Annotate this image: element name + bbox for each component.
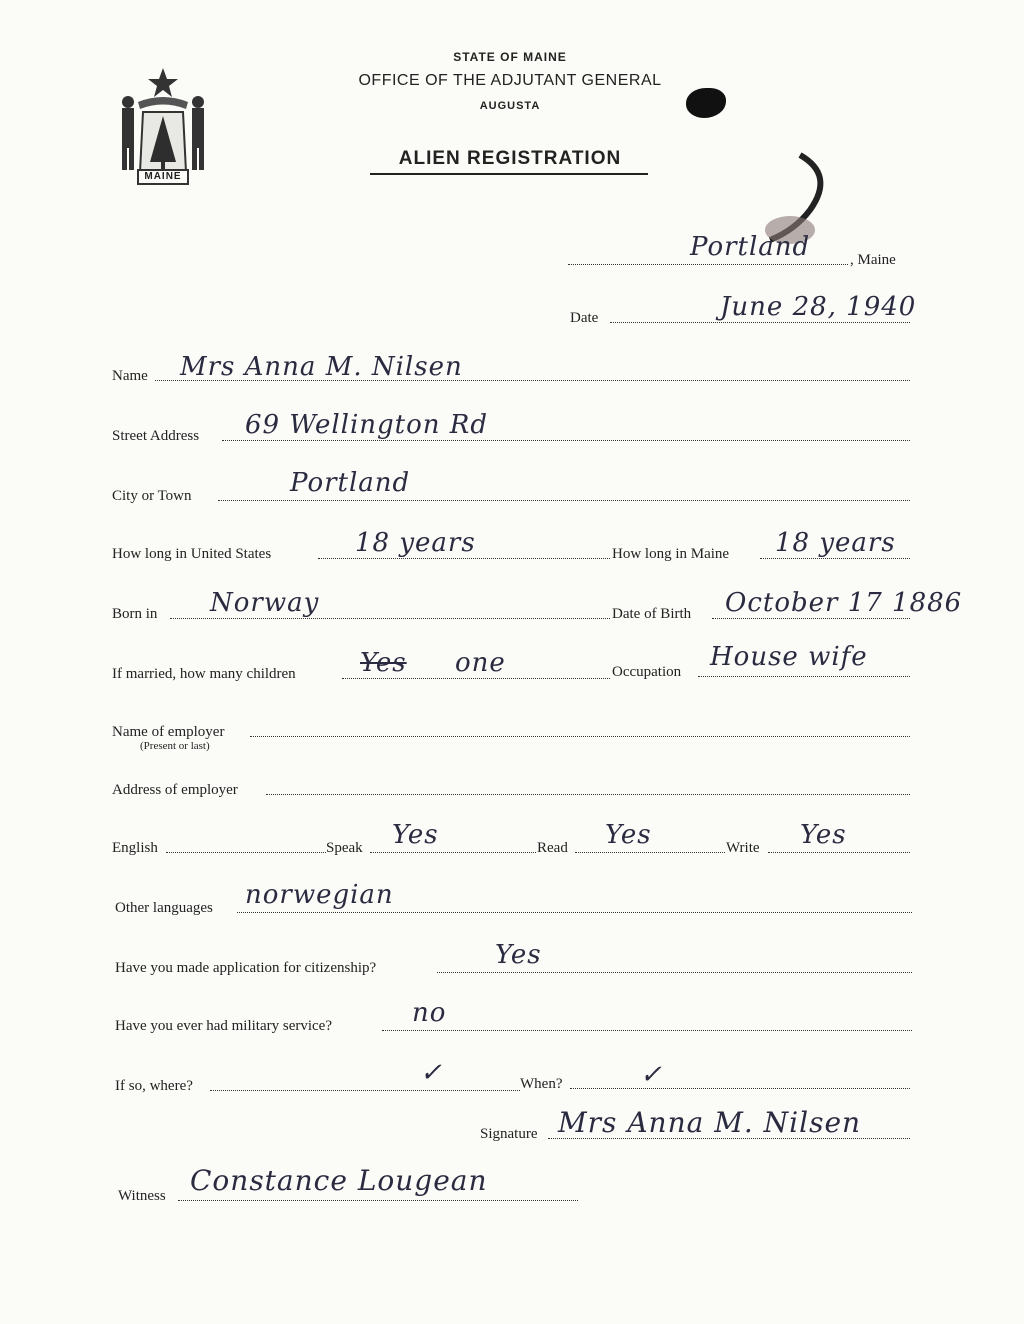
how-long-us-value: 18 years: [355, 528, 476, 558]
where-label: If so, where?: [115, 1078, 193, 1094]
witness-line: [178, 1200, 578, 1201]
born-in-value: Norway: [210, 588, 320, 618]
military-value: no: [412, 998, 447, 1028]
employer-name-label: Name of employer: [112, 724, 225, 740]
city-label: City or Town: [112, 488, 192, 504]
occupation-label: Occupation: [612, 664, 682, 680]
read-line: [575, 852, 725, 853]
city-line: [218, 500, 910, 501]
street-address-line: [222, 440, 910, 441]
when-value: ✓: [640, 1060, 663, 1090]
employer-address-label: Address of employer: [112, 782, 238, 798]
english-label: English: [112, 840, 158, 856]
street-address-value: 69 Wellington Rd: [245, 410, 489, 440]
read-label: Read: [537, 840, 568, 856]
city-value: Portland: [290, 468, 411, 498]
employer-name-sublabel: (Present or last): [140, 740, 210, 752]
how-long-maine-line: [760, 558, 910, 559]
occupation-line: [698, 676, 910, 677]
write-label: Write: [726, 840, 760, 856]
how-long-maine-value: 18 years: [775, 528, 896, 558]
write-line: [768, 852, 910, 853]
occupation-value: House wife: [710, 642, 868, 672]
military-label: Have you ever had military service?: [115, 1018, 332, 1034]
how-long-us-line: [318, 558, 610, 559]
name-value: Mrs Anna M. Nilsen: [180, 352, 463, 382]
speak-value: Yes: [392, 820, 439, 850]
read-value: Yes: [605, 820, 652, 850]
dob-line: [712, 618, 910, 619]
when-label: When?: [520, 1076, 563, 1092]
speak-label: Speak: [326, 840, 363, 856]
place-line: [568, 264, 848, 265]
signature-label: Signature: [480, 1126, 538, 1142]
dob-label: Date of Birth: [612, 606, 692, 622]
page-title: ALIEN REGISTRATION: [398, 148, 622, 169]
office-heading: OFFICE OF THE ADJUTANT GENERAL: [358, 72, 662, 89]
date-value: June 28, 1940: [720, 292, 917, 322]
state-heading: STATE OF MAINE: [453, 50, 567, 64]
citizenship-label: Have you made application for citizenship?: [115, 960, 377, 976]
write-value: Yes: [800, 820, 847, 850]
other-languages-line: [237, 912, 912, 913]
other-languages-label: Other languages: [115, 900, 213, 916]
witness-value: Constance Lougean: [190, 1164, 488, 1197]
dob-value: October 17 1886: [725, 588, 963, 618]
place-value: Portland: [690, 232, 811, 262]
born-in-label: Born in: [112, 606, 158, 622]
children-struck-value: Yes: [360, 648, 407, 678]
employer-address-line: [266, 794, 910, 795]
citizenship-value: Yes: [495, 940, 542, 970]
speak-line: [370, 852, 536, 853]
title-underline: [370, 173, 648, 175]
children-value: one: [455, 648, 506, 678]
when-line: [570, 1088, 910, 1089]
name-label: Name: [112, 368, 148, 384]
children-label: If married, how many children: [112, 666, 296, 682]
employer-name-line: [250, 736, 910, 737]
children-line: [342, 678, 610, 679]
other-languages-value: norwegian: [245, 880, 394, 910]
witness-label: Witness: [118, 1188, 166, 1204]
seal-label: MAINE: [144, 171, 182, 182]
military-line: [382, 1030, 912, 1031]
where-value: ✓: [420, 1058, 443, 1088]
date-label: Date: [570, 310, 599, 326]
street-address-label: Street Address: [112, 428, 200, 444]
how-long-maine-label: How long in Maine: [612, 546, 730, 562]
signature-value: Mrs Anna M. Nilsen: [558, 1106, 862, 1139]
state-seal: [108, 62, 218, 192]
how-long-us-label: How long in United States: [112, 546, 272, 562]
citizenship-line: [437, 972, 912, 973]
place-suffix: , Maine: [850, 252, 896, 268]
ink-blot: [686, 88, 726, 118]
born-in-line: [170, 618, 610, 619]
english-line: [166, 852, 326, 853]
date-line: [610, 322, 910, 323]
where-line: [210, 1090, 520, 1091]
city-heading: AUGUSTA: [479, 100, 541, 112]
